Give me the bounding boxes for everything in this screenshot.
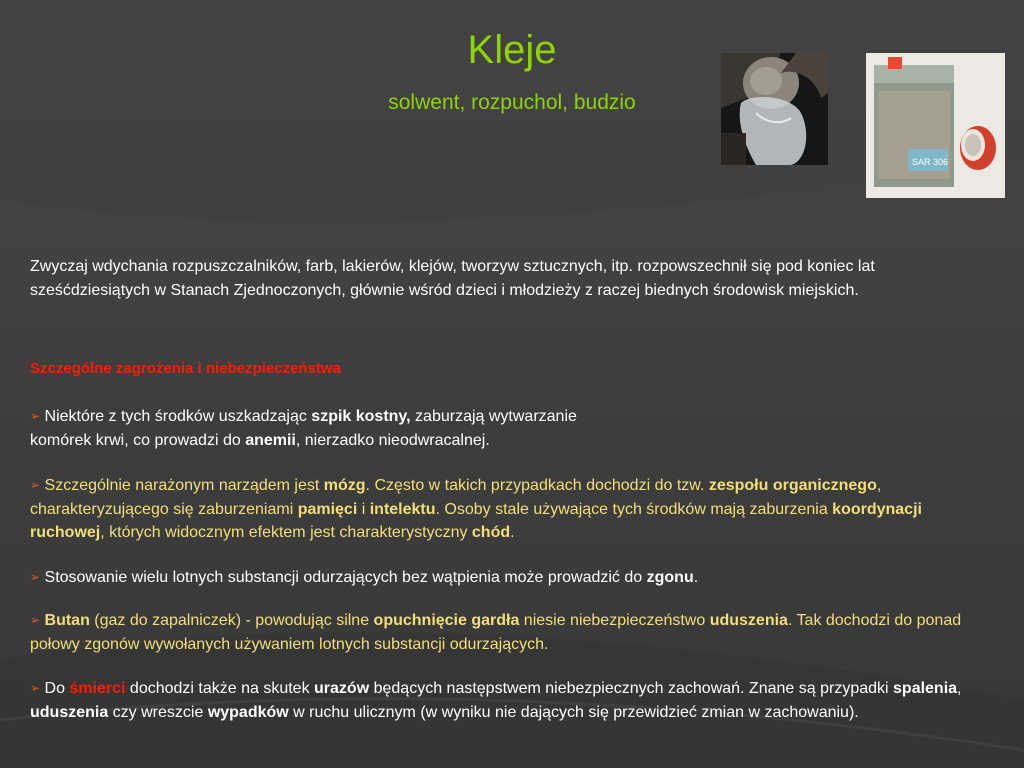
bullet-arrow-icon: ➢ (30, 681, 41, 695)
photo-solvent-can (866, 53, 1005, 198)
slide-subtitle: solwent, rozpuchol, budzio (388, 91, 636, 114)
bullet-arrow-icon: ➢ (30, 478, 41, 492)
bullet-item-5: ➢ Do śmierci dochodzi także na skutek urazów będących następstwem niebezpiecznych zachowań. Znane są przypadki spalenia, uduszenia czy wreszcie wypadków w ruchu ulicznym (w wyniku nie dających się przewidzieć zmian w zachowaniu). (30, 680, 962, 721)
bullet-arrow-icon: ➢ (30, 570, 41, 584)
section-heading: Szczególne zagrożenia i niebezpieczeństwa (30, 360, 341, 377)
photo-inhaling-person (721, 53, 828, 165)
bullet-arrow-icon: ➢ (30, 613, 41, 627)
bullet-item-2: ➢ Szczególnie narażonym narządem jest mózg. Często w takich przypadkach dochodzi do tzw. zespołu organicznego, charakteryzującego się zaburzeniami pamięci i intelektu. Osoby stale używające tych środków mają zaburzenia koordynacji ruchowej, których widocznym efektem jest charakterystyczny chód. (30, 477, 922, 541)
bullet-arrow-icon: ➢ (30, 409, 41, 423)
bullet-item-4: ➢ Butan (gaz do zapalniczek) - powodując silne opuchnięcie gardła niesie niebezpieczeństwo uduszenia. Tak dochodzi do ponad połowy zgonów wywołanych używaniem lotnych substancji odurzających. (30, 612, 962, 653)
bullet-item-3: ➢ Stosowanie wielu lotnych substancji odurzających bez wątpienia może prowadzić do zgonu. (30, 569, 699, 586)
slide-title: Kleje (467, 28, 557, 72)
svg-text:SAR 306: SAR 306 (912, 157, 949, 167)
intro-paragraph: Zwyczaj wdychania rozpuszczalników, farb, lakierów, klejów, tworzyw sztucznych, itp. rozpowszechnił się pod koniec lat sześćdziesiątych w Stanach Zjednoczonych, głównie wśród dzieci i młodzieży z raczej biednych środowisk miejskich. (30, 258, 875, 299)
bullet-item-1: ➢ Niektóre z tych środków uszkadzając szpik kostny, zaburzają wytwarzanie komórek krwi, co prowadzi do anemii, nierzadko nieodwracalnej. (30, 408, 577, 449)
